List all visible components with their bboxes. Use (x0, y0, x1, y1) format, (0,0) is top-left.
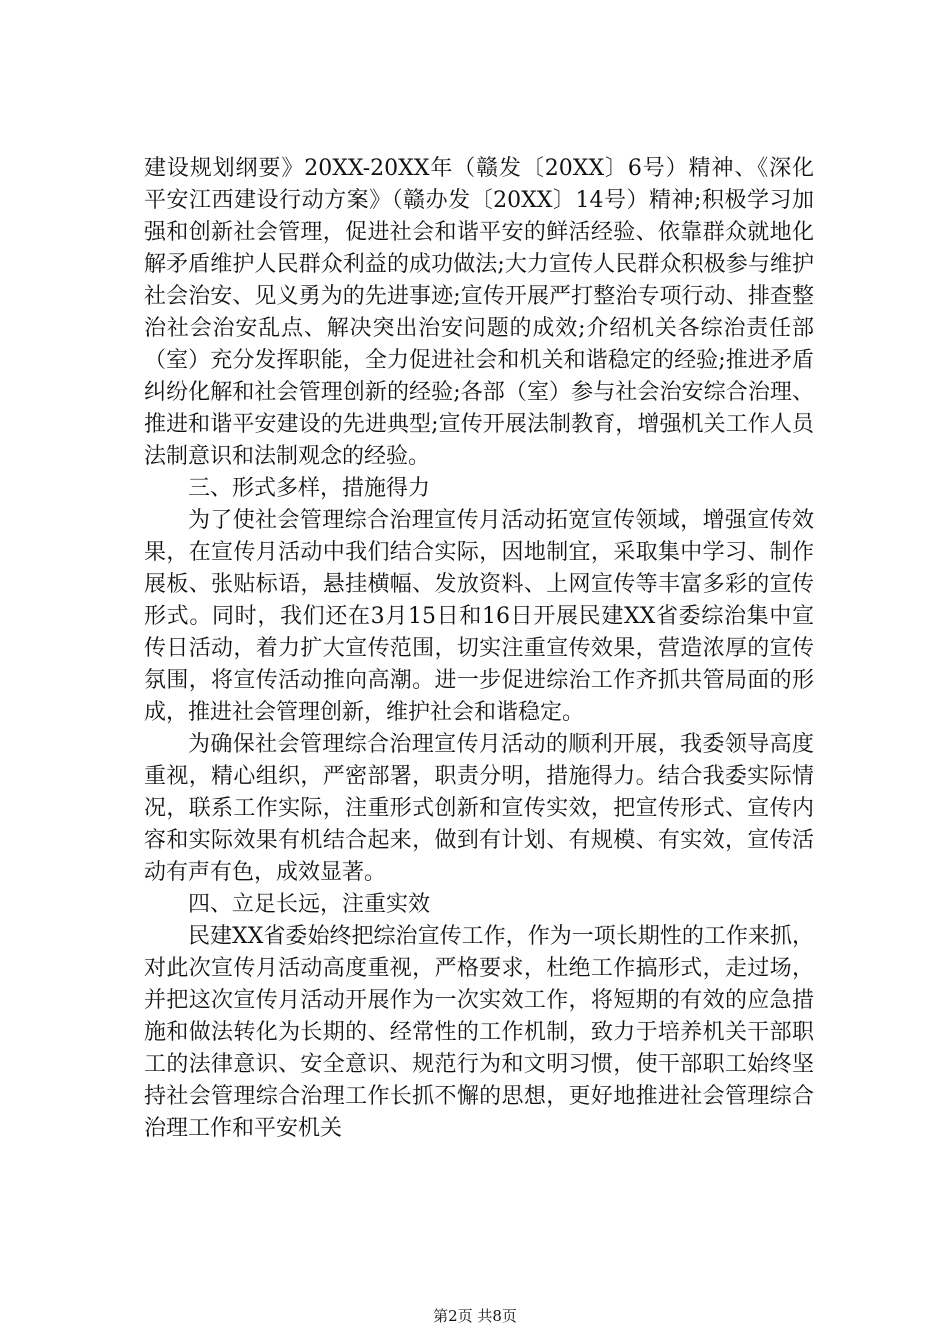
paragraph-body: 为了使社会管理综合治理宣传月活动拓宽宣传领域，增强宣传效果，在宣传月活动中我们结合实际，因地制宜，采取集中学习、制作展板、张贴标语，悬挂横幅、发放资料、上网宣传等丰富多彩的宣传形式。同时，我们还在3月15日和16日开展民建XX省委综治集中宣传日活动，着力扩大宣传范围，切实注重宣传效果，营造浓厚的宣传氛围，将宣传活动推向高潮。进一步促进综治工作齐抓共管局面的形成，推进社会管理创新，维护社会和谐稳定。 (144, 508, 814, 725)
section-heading-3: 三、形式多样，措施得力 (188, 476, 431, 501)
paragraph-body: 民建XX省委始终把综治宣传工作，作为一项长期性的工作来抓，对此次宣传月活动高度重视，严格要求，杜绝工作搞形式，走过场，并把这次宣传月活动开展作为一次实效工作，将短期的有效的应急措施和做法转化为长期的、经常性的工作机制，致力于培养机关干部职工的法律意识、安全意识、规范行为和文明习惯，使干部职工始终坚持社会管理综合治理工作长抓不懈的思想，更好地推进社会管理综合治理工作和平安机关 (144, 924, 814, 1141)
page-number-footer: 第2页 共8页 (433, 1307, 517, 1325)
paragraph-continuation: 建设规划纲要》20XX-20XX年（赣发〔20XX〕6号）精神、《深化平安江西建设行动方案》（赣办发〔20XX〕14号）精神;积极学习加强和创新社会管理，促进社会和谐平安的鲜活经验、依靠群众就地化解矛盾维护人民群众利益的成功做法;大力宣传人民群众积极参与维护社会治安、见义勇为的先进事迹;宣传开展严打整治专项行动、排查整治社会治安乱点、解决突出治安问题的成效;介绍机关各综治责任部（室）充分发挥职能，全力促进社会和机关和谐稳定的经验;推进矛盾纠纷化解和社会管理创新的经验;各部（室）参与社会治安综合治理、推进和谐平安建设的先进典型;宣传开展法制教育，增强机关工作人员法制意识和法制观念的经验。 (144, 156, 814, 469)
section-heading-4: 四、立足长远，注重实效 (188, 892, 431, 917)
document-body (144, 153, 814, 1145)
paragraph-body: 为确保社会管理综合治理宣传月活动的顺利开展，我委领导高度重视，精心组织，严密部署，职责分明，措施得力。结合我委实际情况，联系工作实际，注重形式创新和宣传实效，把宣传形式、宣传内容和实际效果有机结合起来，做到有计划、有规模、有实效，宣传活动有声有色，成效显著。 (144, 732, 814, 885)
